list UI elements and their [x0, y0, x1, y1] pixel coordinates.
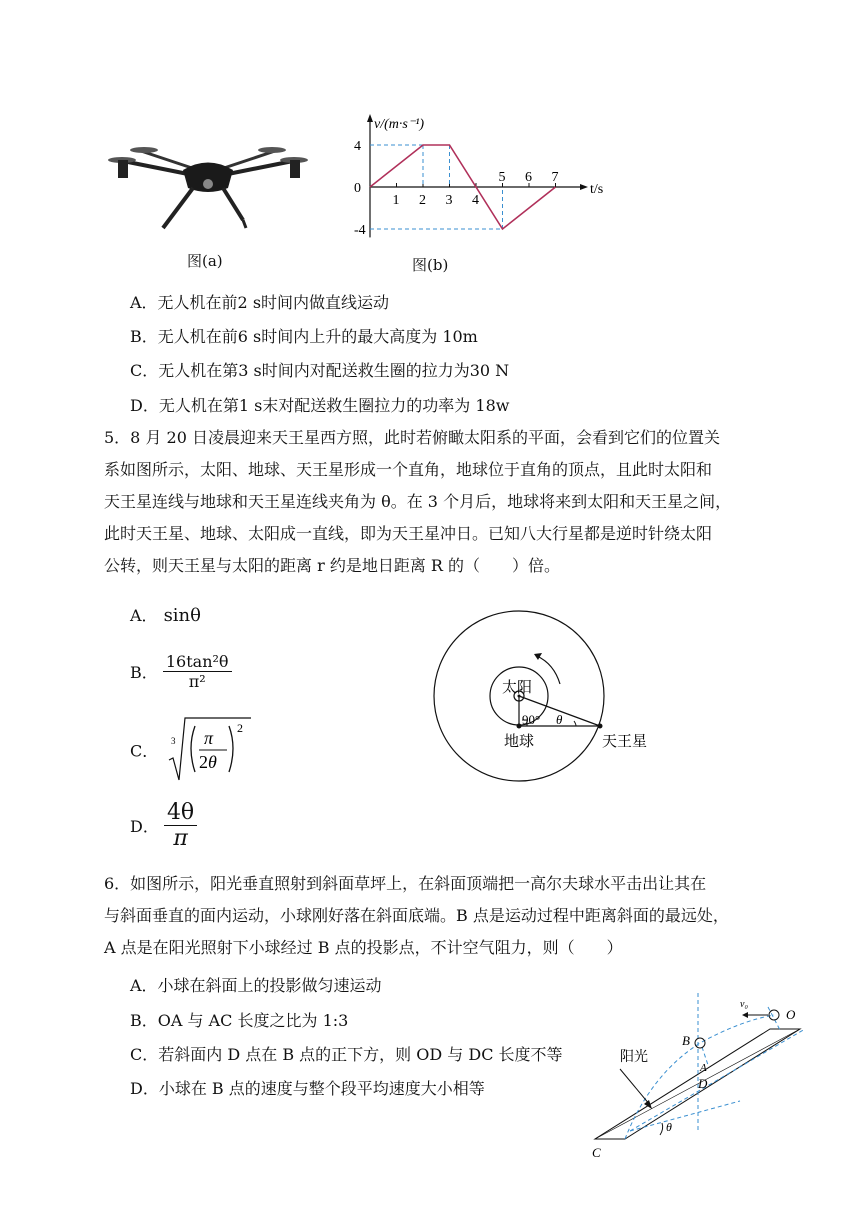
option-label: A． — [130, 606, 158, 625]
option-formula: sinθ — [163, 605, 201, 626]
label-d: D — [698, 1076, 708, 1091]
label-theta: θ — [666, 1120, 672, 1134]
svg-text:π: π — [204, 728, 214, 748]
label-v0: v₀ — [740, 999, 748, 1010]
label-a: A — [700, 1062, 707, 1074]
x-tick-label: 1 — [392, 193, 400, 208]
theta-label: θ — [556, 712, 563, 727]
q6-stem — [104, 868, 824, 964]
y-axis-arrow — [367, 114, 373, 122]
q5-option-a — [130, 605, 201, 627]
q6-option-d: D．小球在 B 点的速度与整个段平均速度大小相等 — [130, 1079, 485, 1098]
svg-text:3: 3 — [171, 736, 176, 746]
q6-line: 6．如图所示，阳光垂直照射到斜面草坪上，在斜面顶端把一高尔夫球水平击出让其在 — [104, 874, 707, 893]
q4-option-d: D．无人机在第1 s末对配送救生圈拉力的功率为 18w — [130, 396, 510, 415]
q4-option-b: B．无人机在前6 s时间内上升的最大高度为 10m — [130, 327, 478, 346]
x-tick-label: 6 — [525, 170, 532, 185]
uranus-marker — [598, 724, 603, 729]
x-tick-label: 3 — [445, 193, 453, 208]
y-tick-label: 4 — [354, 139, 361, 154]
q5-line: 此时天王星、地球、太阳成一直线，即为天王星冲日。已知八大行星都是逆时针绕太阳 — [104, 524, 713, 543]
denominator: π² — [188, 672, 206, 691]
option-label: D． — [130, 817, 159, 836]
drone-image — [108, 140, 308, 235]
q5-stem — [104, 422, 824, 582]
fraction — [164, 800, 197, 851]
option-label: C． — [130, 741, 159, 761]
y-tick-label: -4 — [354, 223, 366, 238]
figure-a-caption: 图(a) — [187, 252, 223, 270]
velocity-time-chart — [340, 108, 610, 258]
q5-option-d — [130, 800, 197, 851]
label-c: C — [592, 1145, 601, 1160]
numerator: 4θ — [164, 800, 197, 826]
sun-label: 太阳 — [502, 680, 533, 696]
q5-line: 公转，则天王星与太阳的距离 r 约是地日距离 R 的（ ）倍。 — [104, 556, 561, 575]
q6-option-a: A．小球在斜面上的投影做匀速运动 — [130, 976, 382, 995]
q5-line: 系如图所示，太阳、地球、天王星形成一个直角，地球位于直角的顶点，且此时太阳和 — [104, 460, 713, 479]
denominator: π — [173, 826, 188, 851]
q5-line: 5．8 月 20 日凌晨迎来天王星西方照，此时若俯瞰太阳系的平面，会看到它们的位置关 — [104, 428, 720, 447]
rotation-arrow — [537, 656, 560, 684]
angle-label: 90° — [522, 712, 541, 727]
q6-line: A 点是在阳光照射下小球经过 B 点的投影点，不计空气阻力，则（ ） — [104, 938, 623, 957]
q5-line: 天王星连线与地球和天王星连线夹角为 θ。在 3 个月后，地球将来到太阳和天王星之间， — [104, 492, 732, 511]
x-axis-arrow — [580, 184, 588, 190]
earth-marker — [517, 724, 522, 729]
label-b: B — [682, 1033, 690, 1048]
q6-option-c: C．若斜面内 D 点在 B 点的正下方，则 OD 与 DC 长度不等 — [130, 1045, 563, 1064]
option-label: B． — [130, 663, 158, 682]
x-tick-label: 7 — [551, 170, 559, 185]
figure-b-caption: 图(b) — [412, 256, 449, 274]
q6-line: 与斜面垂直的面内运动，小球刚好落在斜面底端。B 点是运动过程中距离斜面的最远处， — [104, 906, 729, 925]
q5-option-c — [130, 714, 253, 786]
svg-text:2: 2 — [237, 721, 244, 735]
y-axis-label: v/(m·s⁻¹) — [374, 117, 425, 132]
x-axis-label: t/s — [590, 182, 604, 197]
sunlight-label: 阳光 — [620, 1050, 648, 1065]
numerator: 16tan²θ — [163, 652, 232, 672]
x-tick-label: 5 — [498, 170, 506, 185]
x-tick-label: 4 — [472, 193, 479, 208]
q6-option-b: B．OA 与 AC 长度之比为 1:3 — [130, 1011, 349, 1030]
cube-root-formula — [163, 714, 253, 786]
uranus-label: 天王星 — [602, 734, 648, 750]
q5-option-b — [130, 652, 232, 691]
q4-option-c: C．无人机在第3 s时间内对配送救生圈的拉力为30 N — [130, 361, 510, 380]
earth-label: 地球 — [504, 734, 535, 750]
ball-at-b — [695, 1038, 705, 1048]
orbit-diagram — [430, 600, 670, 790]
q4-option-a: A．无人机在前2 s时间内做直线运动 — [130, 293, 390, 312]
fraction — [163, 652, 232, 691]
x-tick-label: 2 — [419, 193, 426, 208]
slope-diagram — [590, 985, 820, 1160]
y-tick-label: 0 — [354, 181, 361, 196]
label-o: O — [786, 1007, 796, 1022]
svg-text:2θ: 2θ — [199, 752, 218, 772]
